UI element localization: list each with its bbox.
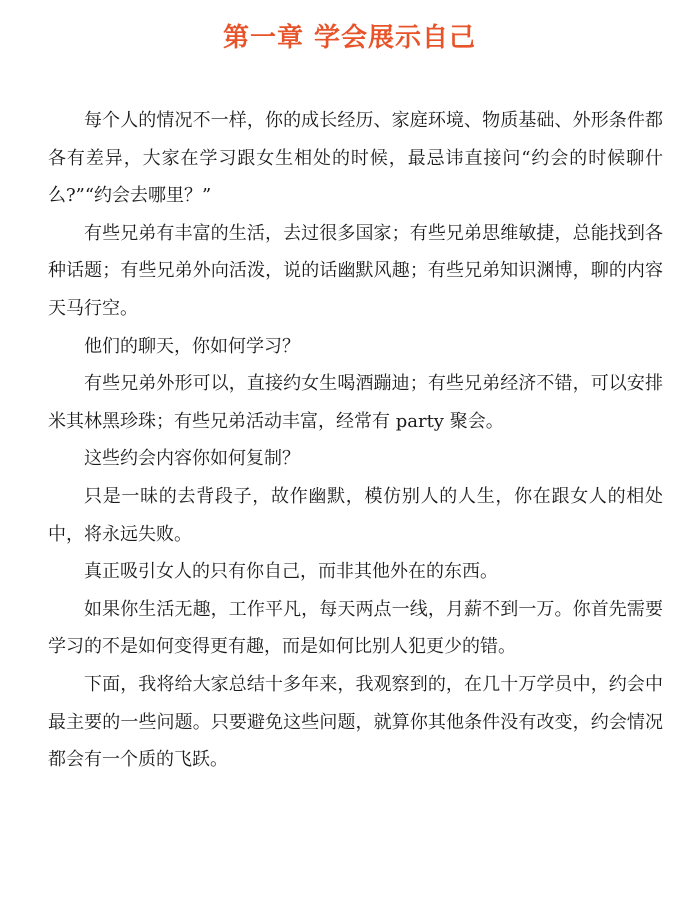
paragraph: 下面，我将给大家总结十多年来，我观察到的，在几十万学员中，约会中最主要的一些问题。只要避免这些问题，就算你其他条件没有改变，约会情况都会有一个质的飞跃。 xyxy=(48,673,663,771)
paragraph: 如果你生活无趣，工作平凡，每天两点一线，月薪不到一万。你首先需要学习的不是如何变得更有趣，而是如何比别人犯更少的错。 xyxy=(48,598,663,658)
chapter-title: 第一章 学会展示自己 xyxy=(222,23,477,53)
paragraph: 他们的聊天，你如何学习？ xyxy=(84,335,300,357)
paragraph: 有些兄弟外形可以，直接约女生喝酒蹦迪；有些兄弟经济不错，可以安排米其林黑珍珠；有些兄弟活动丰富，经常有 party 聚会。 xyxy=(48,373,663,432)
chapter-body xyxy=(48,102,663,779)
paragraph: 只是一昧的去背段子，故作幽默，模仿别人的人生，你在跟女人的相处中，将永远失败。 xyxy=(48,485,663,545)
paragraph: 真正吸引女人的只有你自己，而非其他外在的东西。 xyxy=(84,561,498,583)
paragraph: 有些兄弟有丰富的生活，去过很多国家；有些兄弟思维敏捷，总能找到各种话题；有些兄弟外向活泼，说的话幽默风趣；有些兄弟知识渊博，聊的内容天马行空。 xyxy=(48,222,663,319)
paragraph: 每个人的情况不一样，你的成长经历、家庭环境、物质基础、外形条件都各有差异，大家在学习跟女生相处的时候，最忌讳直接问“约会的时候聊什么?”“约会去哪里？” xyxy=(48,110,663,207)
paragraph: 这些约会内容你如何复制？ xyxy=(84,448,300,470)
